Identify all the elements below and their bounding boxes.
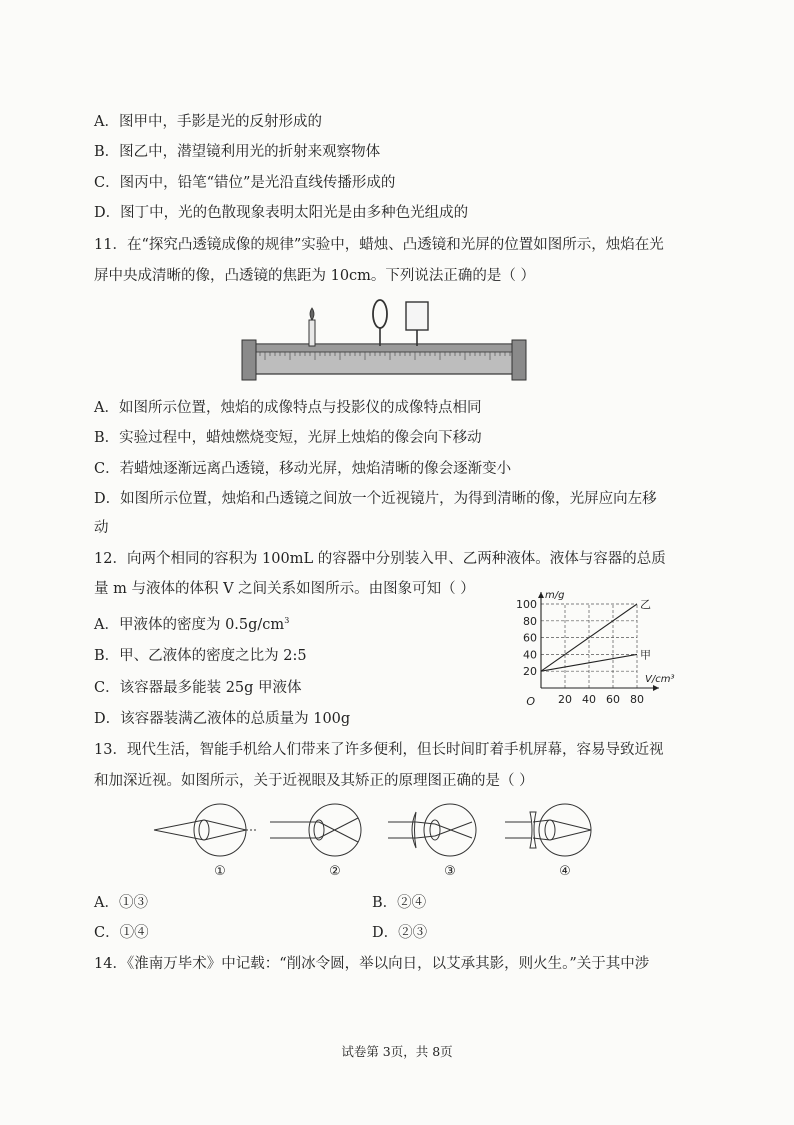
q10-option-c: C．图丙中，铅笔“错位”是光沿直线传播形成的 [94, 175, 396, 191]
q11-option-d: D．如图所示位置，烛焰和凸透镜之间放一个近视镜片，为得到清晰的像，光屏应向左移 [94, 491, 657, 507]
y-tick-label: 60 [523, 631, 537, 645]
x-tick-label: 40 [582, 693, 596, 706]
q11-option-d-cont: 动 [94, 520, 109, 536]
y-axis-label: m/g [545, 590, 565, 601]
q13-stem-line1: 13．现代生活，智能手机给人们带来了许多便利，但长时间盯着手机屏幕，容易导致近视 [94, 742, 664, 758]
lens-icon [373, 300, 387, 328]
q14-stem-line1: 14．《淮南万毕术》中记载：“削冰令圆，举以向日，以艾承其影，则火生。”关于其中涉 [94, 956, 650, 972]
q13-option-c: C．①④ [94, 925, 149, 941]
flame-icon [310, 308, 314, 320]
x-tick-label: 80 [630, 693, 644, 706]
q12-stem-line1: 12．向两个相同的容积为 100mL 的容器中分别装入甲、乙两种液体。液体与容器的总质 [94, 551, 666, 567]
q11-option-a: A．如图所示位置，烛焰的成像特点与投影仪的成像特点相同 [94, 400, 482, 416]
x-axis-label: V/cm³ [645, 674, 675, 685]
page-footer: 试卷第 3页，共 8页 [341, 1044, 453, 1059]
q11-option-b: B．实验过程中，蜡烛燃烧变短，光屏上烛焰的像会向下移动 [94, 430, 482, 446]
eye-diagram-2 [270, 804, 361, 856]
eye-label-1: ① [214, 864, 226, 879]
eye-label-3: ③ [444, 864, 456, 879]
eye-diagram-1 [154, 804, 256, 856]
q13-stem-line2: 和加深近视。如图所示，关于近视眼及其矫正的原理图正确的是（ ） [94, 773, 534, 789]
eye-label-2: ② [329, 864, 341, 879]
q13-option-a: A．①③ [94, 895, 148, 911]
series-label-2: 甲 [640, 648, 651, 662]
x-tick-label: 60 [606, 693, 620, 706]
screen-icon [406, 302, 428, 330]
q11-stem-line1: 11．在“探究凸透镜成像的规律”实验中，蜡烛、凸透镜和光屏的位置如图所示，烛焰在光 [94, 237, 664, 253]
y-tick-label: 100 [516, 598, 537, 611]
q13-option-d: D．②③ [372, 925, 428, 941]
q10-option-a: A．图甲中，手影是光的反射形成的 [94, 114, 322, 130]
q10-option-d: D．图丁中，光的色散现象表明太阳光是由多种色光组成的 [94, 205, 469, 221]
q11-option-c: C．若蜡烛逐渐远离凸透镜，移动光屏，烛焰清晰的像会逐渐变小 [94, 461, 512, 477]
optical-bench-figure [240, 296, 532, 388]
q13-option-b: B．②④ [372, 895, 427, 911]
q12-option-c: C．该容器最多能装 25g 甲液体 [94, 680, 302, 696]
q12-option-d: D．该容器装满乙液体的总质量为 100g [94, 711, 351, 727]
y-tick-label: 40 [523, 648, 537, 662]
y-axis-arrow [538, 592, 544, 598]
x-tick-label: 20 [558, 693, 572, 706]
x-axis-arrow [653, 685, 659, 691]
eye-diagram-3 [388, 804, 476, 856]
eye-label-4: ④ [559, 864, 571, 879]
q12-stem-line2: 量 m 与液体的体积 V 之间关系如图所示。由图象可知（ ） [94, 581, 475, 597]
y-tick-label: 80 [523, 614, 537, 628]
series-label-1: 乙 [640, 598, 651, 611]
y-tick-label: 20 [523, 665, 537, 679]
q12-option-a: A．甲液体的密度为 $0.5g/cm^3$ [94, 616, 290, 633]
q11-stem-line2: 屏中央成清晰的像，凸透镜的焦距为 10cm。下列说法正确的是（ ） [94, 268, 536, 284]
eye-diagrams-figure [150, 800, 620, 882]
q10-option-b: B．图乙中，潜望镜利用光的折射来观察物体 [94, 144, 381, 160]
mass-volume-chart [515, 586, 685, 726]
origin-label: O [526, 695, 535, 708]
eye-diagram-4 [505, 804, 591, 856]
q12-option-b: B．甲、乙液体的密度之比为 2:5 [94, 648, 307, 664]
